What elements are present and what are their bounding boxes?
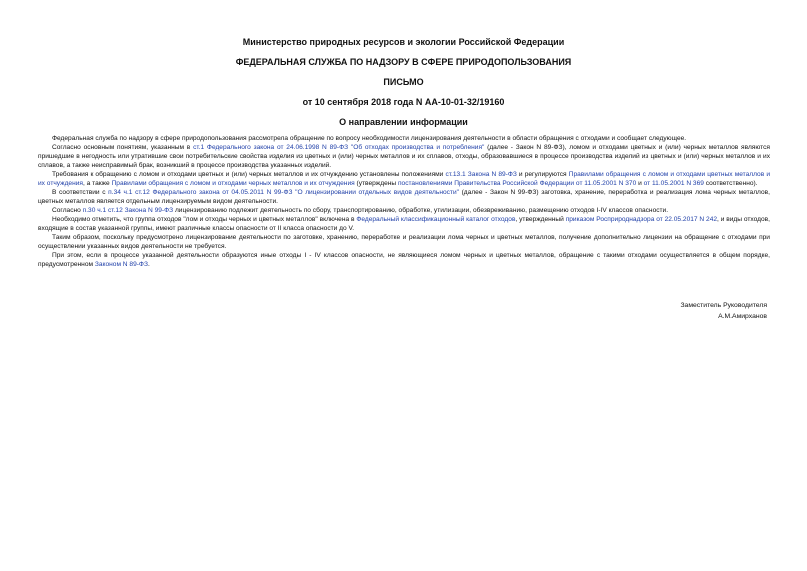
paragraph-text: (утверждены xyxy=(354,180,398,187)
document-date-number: от 10 сентября 2018 года N АА-10-01-32/19160 xyxy=(302,97,505,107)
paragraph-text: (далее - Закон N 89-ФЗ), ломом и отходами цветных и (или) черных металлов являются пришедшие в негодность или утратившие свои потребительские свойства изделия из цветных и (или) черных металлов и их сплавов, отходы, образовавшиеся в процессе производства изделий из цветных и (или) черных металлов и их сплавов, а также неисправимый брак, возникший в процессе производства указанных изделий. xyxy=(38,144,770,169)
paragraph-text: и xyxy=(636,180,644,187)
waste-catalog-link[interactable]: Федеральный классификационный каталог отходов xyxy=(356,216,516,223)
paragraph-text: , и виды отходов, входящие в состав указанной группы, имеют различные классы опасности от II класса опасности до V. xyxy=(38,216,771,232)
paragraph-text: (далее - Закон N 99-ФЗ) заготовка, хранение, переработка и реализация лома черных металлов, цветных металлов является отдельным лицензируемым видом деятельности. xyxy=(38,189,770,205)
paragraph-text: Требования к обращению с ломом и отходами цветных и (или) черных металлов и их отчуждению установлены положениями xyxy=(52,171,446,178)
paragraph-text: соответственно). xyxy=(703,180,758,187)
paragraph-6 xyxy=(38,215,770,233)
signatory-name: А.М.Амирханов xyxy=(718,313,767,320)
ferrous-rules-link[interactable]: Правилами обращения с ломом и отходами черных металлов и их отчуждения xyxy=(111,180,355,187)
paragraph-text: лицензированию подлежит деятельность по сбору, транспортированию, обработке, утилизации, обезвреживанию, размещению отходов I-IV классов опасности. xyxy=(173,207,669,214)
service-title: ФЕДЕРАЛЬНАЯ СЛУЖБА ПО НАДЗОРУ В СФЕРЕ ПРИРОДОПОЛЬЗОВАНИЯ xyxy=(235,57,572,67)
paragraph-text: Федеральная служба по надзору в сфере природопользования рассмотрела обращение по вопросу необходимости лицензирования деятельности в области обращения с отходами и сообщает следующее. xyxy=(52,135,687,142)
paragraph-text: и регулируются xyxy=(516,171,569,178)
paragraph-text: В соответствии с xyxy=(52,189,109,196)
law-89fz-art13-1-link[interactable]: ст.13.1 Закона N 89-ФЗ xyxy=(445,171,517,178)
law-89fz-art1-link[interactable]: ст.1 Федерального закона от 24.06.1998 N 89-ФЗ "Об отходах производства и потребления" xyxy=(193,144,485,151)
law-99fz-p34-link[interactable]: п.34 ч.1 ст.12 Федерального закона от 04.05.2011 N 99-ФЗ "О лицензировании отдельных видов деятельности" xyxy=(108,189,459,196)
paragraph-text: Согласно основным понятиям, указанным в xyxy=(52,144,194,151)
decree-370-link[interactable]: постановлениями Правительства Российской Федерации от 11.05.2001 N 370 xyxy=(397,180,637,187)
order-242-link[interactable]: приказом Росприроднадзора от 22.05.2017 N 242 xyxy=(565,216,718,223)
paragraph-3 xyxy=(38,170,770,188)
nonferrous-rules-link[interactable]: Правилами обращения с ломом и отходами цветных металлов и их отчуждения xyxy=(38,171,770,187)
paragraph-text: Согласно xyxy=(52,207,83,214)
signature-block xyxy=(680,300,767,322)
paragraph-7 xyxy=(38,233,770,251)
law-89fz-link[interactable]: Законом N 89-ФЗ xyxy=(94,261,148,268)
document-subject: О направлении информации xyxy=(339,117,468,127)
paragraph-text: , утвержденный xyxy=(515,216,566,223)
signatory-position: Заместитель Руководителя xyxy=(680,302,767,309)
paragraph-1 xyxy=(38,134,770,143)
ministry-title: Министерство природных ресурсов и экологии Российской Федерации xyxy=(242,37,565,47)
paragraph-4 xyxy=(38,188,770,206)
paragraph-text: При этом, если в процессе указанной деятельности образуются иные отходы I - IV классов опасности, не являющиеся ломом черных и цветных металлов, обращение с такими отходами осуществляется в общем порядке, предусмотренном xyxy=(38,252,770,268)
law-99fz-p30-link[interactable]: п.30 ч.1 ст.12 Закона N 99-ФЗ xyxy=(82,207,174,214)
paragraph-2 xyxy=(38,143,770,170)
paragraph-8 xyxy=(38,251,770,269)
paragraph-text: . xyxy=(147,261,150,268)
document-type: ПИСЬМО xyxy=(383,77,424,87)
letter-body xyxy=(38,134,770,269)
paragraph-5 xyxy=(38,206,770,215)
paragraph-text: Таким образом, поскольку предусмотрено лицензирование деятельности по заготовке, хранению, переработке и реализации лома черных и цветных металлов, получение дополнительно лицензии на обращение с отходами при осуществлении указанных видов деятельности не требуется. xyxy=(38,234,770,250)
paragraph-text: Необходимо отметить, что группа отходов "лом и отходы черных и цветных металлов" включена в xyxy=(52,216,357,223)
decree-369-link[interactable]: от 11.05.2001 N 369 xyxy=(643,180,704,187)
paragraph-text: , а также xyxy=(82,180,112,187)
